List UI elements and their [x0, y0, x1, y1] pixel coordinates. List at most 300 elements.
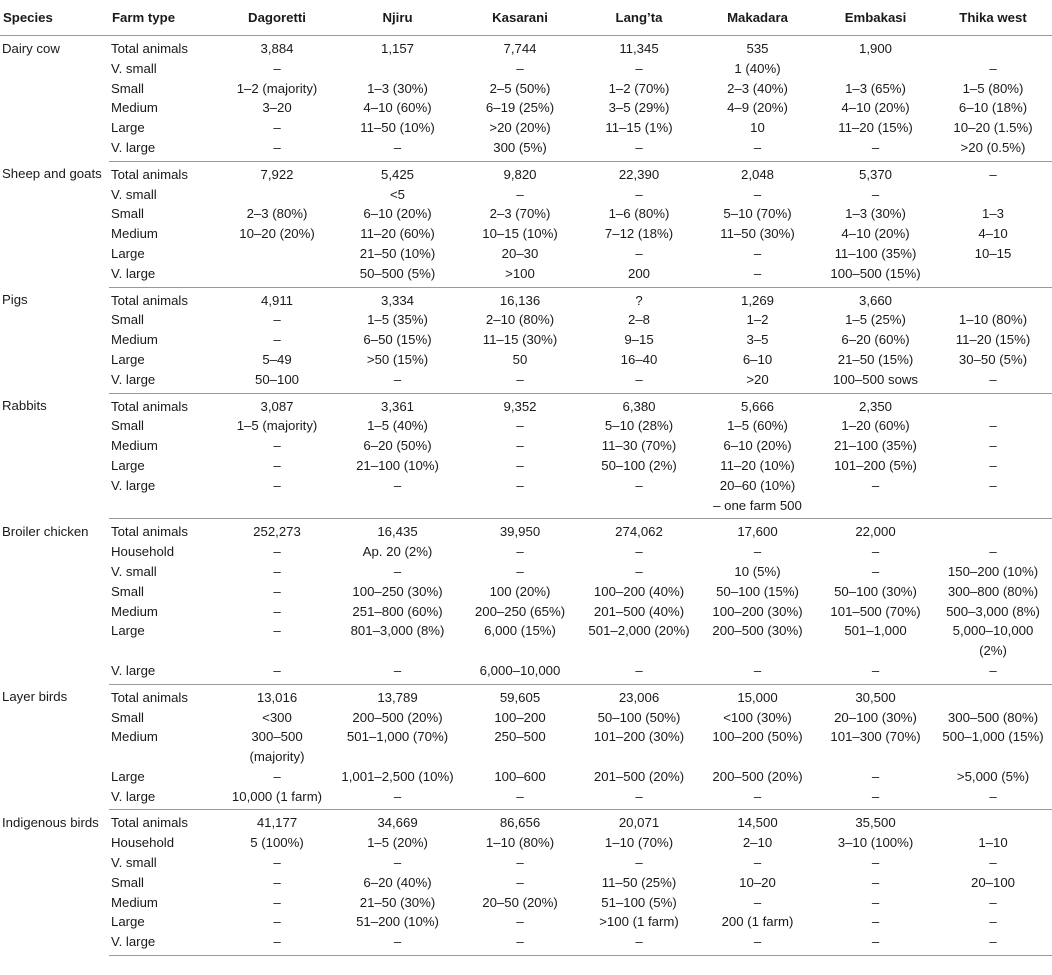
value-cell: 35,500: [855, 815, 896, 831]
farm-type-cell: Small: [111, 312, 144, 328]
table-row: [0, 519, 1052, 542]
value-cell: 11–30 (70%): [601, 438, 677, 454]
value-cell: –: [273, 60, 281, 76]
value-cell: –: [273, 120, 281, 136]
table-row: [0, 602, 1052, 622]
value-cell: 50–500 (5%): [335, 264, 460, 287]
value-cell: –: [698, 932, 817, 955]
value-cell: 50–100 (2%): [601, 457, 677, 473]
value-cell: –: [219, 138, 335, 161]
value-cell: 6,380: [622, 398, 656, 414]
value-cell: 21–50 (10%): [359, 245, 436, 261]
value-cell: 1–5 (60%): [727, 418, 788, 434]
table-row: [0, 98, 1052, 118]
value-cell: 13,789: [377, 689, 418, 705]
table-row: [0, 621, 1052, 661]
farm-type-cell: Small: [111, 874, 144, 890]
value-cell: –: [273, 623, 281, 639]
value-cell: 5,370: [858, 166, 892, 182]
table-row: [0, 476, 1052, 519]
value-cell: 1–2: [746, 312, 769, 328]
farm-type-cell: Large: [111, 245, 145, 261]
value-cell: –: [273, 914, 281, 930]
value-cell: 51–200 (10%): [356, 914, 439, 930]
value-cell: 1–3: [981, 206, 1004, 222]
value-cell: 274,062: [615, 524, 663, 540]
value-cell: –: [335, 370, 460, 393]
value-cell: [219, 185, 335, 205]
value-cell: 100–600: [494, 768, 546, 784]
value-cell: 22,000: [855, 524, 896, 540]
value-cell: 300–500 (80%): [947, 709, 1039, 725]
value-cell: 1–5 (25%): [845, 312, 906, 328]
value-cell: >20: [698, 370, 817, 393]
farm-type-cell: V. large: [109, 476, 219, 519]
value-cell: –: [516, 914, 524, 930]
table-row: [0, 204, 1052, 224]
value-cell: 17,600: [737, 524, 778, 540]
value-cell: 7,744: [503, 41, 537, 56]
value-cell: –: [335, 932, 460, 955]
farm-type-cell: V. large: [109, 661, 219, 684]
value-cell: 2–3 (40%): [727, 80, 788, 96]
value-cell: –: [989, 60, 997, 76]
value-cell: –: [934, 661, 1052, 684]
value-cell: –: [934, 787, 1052, 810]
farm-type-cell: Small: [111, 206, 144, 222]
value-cell: 501–1,000: [844, 623, 907, 639]
value-cell: 2,350: [858, 398, 892, 414]
value-cell: –: [871, 186, 880, 202]
species-cell: Dairy cow: [2, 41, 60, 56]
farm-type-cell: Total animals: [111, 166, 188, 182]
header-dagoretti: Dagoretti: [219, 0, 335, 36]
value-cell: –: [393, 563, 402, 579]
value-cell: –: [516, 563, 524, 579]
value-cell: –: [273, 438, 281, 454]
value-cell: –: [273, 544, 281, 560]
value-cell: 535: [746, 41, 769, 56]
value-cell: –: [273, 603, 281, 619]
value-cell: 1,900: [858, 41, 892, 56]
value-cell: –: [989, 457, 997, 473]
value-cell: 1–5 (80%): [962, 80, 1024, 96]
value-cell: 1,001–2,500 (10%): [341, 768, 454, 784]
table-row: [0, 853, 1052, 873]
value-cell: 30–50 (5%): [958, 351, 1028, 367]
value-cell: [934, 684, 1052, 707]
value-cell: 200 (1 farm): [721, 914, 794, 930]
value-cell: 200–250 (65%): [474, 603, 566, 619]
table-row: [0, 542, 1052, 562]
value-cell: [934, 185, 1052, 205]
species-cell: Broiler chicken: [2, 523, 89, 539]
value-cell: –: [335, 476, 460, 519]
value-cell: 20–30: [501, 245, 539, 261]
value-cell: 300 (5%): [460, 138, 580, 161]
value-cell: –: [273, 457, 281, 473]
table-row: [0, 767, 1052, 787]
value-cell: [934, 393, 1052, 416]
value-cell: –: [753, 245, 762, 261]
value-cell: –: [516, 418, 524, 434]
value-cell: –: [516, 60, 524, 76]
farm-type-cell: Large: [111, 120, 145, 136]
farm-type-cell: Large: [111, 914, 145, 930]
value-cell: 501–1,000 (70%): [346, 729, 449, 745]
value-cell: 100–200 (40%): [593, 583, 685, 599]
farm-type-cell: Total animals: [111, 524, 188, 540]
value-cell: –: [989, 166, 997, 182]
value-cell: –: [273, 332, 281, 348]
value-cell: 23,006: [618, 689, 660, 705]
table-row: [0, 416, 1052, 436]
value-cell: –: [273, 312, 281, 328]
value-cell: 6–19 (25%): [485, 100, 555, 116]
farm-type-cell: Medium: [111, 729, 158, 745]
value-cell: 9–15: [624, 332, 654, 348]
value-cell: 250–500: [494, 729, 546, 745]
farm-type-cell: Large: [111, 457, 145, 473]
table-row: [0, 264, 1052, 287]
value-cell: –: [635, 245, 643, 261]
farm-type-cell: Large: [111, 351, 145, 367]
value-cell: <5: [389, 186, 406, 202]
value-cell: [335, 59, 460, 79]
value-cell: 1–3 (30%): [367, 80, 428, 96]
header-embakasi: Embakasi: [817, 0, 934, 36]
value-cell: 6–20 (50%): [363, 438, 432, 454]
value-cell: 3,884: [260, 41, 294, 56]
value-cell: [219, 264, 335, 287]
farm-type-cell: Small: [111, 418, 144, 434]
farm-type-cell: V. large: [109, 370, 219, 393]
value-cell: 801–3,000 (8%): [350, 623, 445, 639]
farm-type-cell: V. small: [111, 855, 157, 871]
farm-type-cell: V. large: [109, 932, 219, 955]
value-cell: 4–10 (60%): [363, 100, 432, 116]
value-cell: 39,950: [499, 524, 541, 540]
value-cell: –: [698, 787, 817, 810]
value-cell: –: [753, 855, 762, 871]
value-cell: 2,048: [740, 166, 774, 182]
value-cell: –: [516, 186, 524, 202]
value-cell: –: [460, 932, 580, 955]
value-cell: >100 (1 farm): [599, 914, 679, 930]
value-cell: –: [219, 932, 335, 955]
value-cell: 1–10 (80%): [485, 835, 555, 851]
value-cell: –: [273, 768, 281, 784]
table-row: [0, 350, 1052, 370]
value-cell: >20 (20%): [489, 120, 551, 136]
value-cell: 3,361: [380, 398, 414, 414]
value-cell: 1–10 (80%): [958, 312, 1028, 328]
header-species: Species: [0, 0, 109, 36]
value-cell: [934, 264, 1052, 287]
value-cell: 3–5 (29%): [608, 100, 670, 116]
value-cell: 5–10 (70%): [723, 206, 792, 222]
value-cell: 251–800 (60%): [352, 603, 443, 619]
table-row: [0, 287, 1052, 310]
value-cell: –: [580, 787, 698, 810]
table-row: [0, 36, 1052, 59]
value-cell: 21–50 (15%): [837, 351, 914, 367]
value-cell: –: [871, 894, 880, 910]
value-cell: 15,000: [737, 689, 778, 705]
value-cell: –: [817, 932, 934, 955]
value-cell: 201–500 (20%): [593, 768, 685, 784]
value-cell: 500–1,000 (15%): [942, 729, 1044, 745]
value-cell: 50–100 (30%): [834, 583, 917, 599]
value-cell: 252,273: [253, 524, 301, 540]
value-cell: 10–20 (1.5%): [953, 120, 1033, 136]
value-cell: 10–20: [739, 874, 776, 890]
value-cell: 14,500: [737, 815, 778, 831]
value-cell: –: [516, 544, 524, 560]
value-cell: 5 (100%): [250, 835, 304, 851]
table-row: [0, 138, 1052, 161]
value-cell: –: [516, 438, 524, 454]
value-cell: 11–50 (10%): [360, 120, 435, 136]
value-cell: –: [580, 661, 698, 684]
value-cell: –: [871, 855, 880, 871]
value-cell: 7,922: [260, 166, 294, 182]
value-cell: 3–5: [746, 332, 769, 348]
table-row: [0, 224, 1052, 244]
value-cell: 22,390: [618, 166, 660, 182]
species-cell: Indigenous birds: [2, 814, 99, 830]
farm-type-cell: V. small: [111, 563, 157, 579]
farm-type-cell: Total animals: [111, 689, 188, 705]
value-cell: –: [516, 457, 524, 473]
value-cell: 20–100: [970, 874, 1015, 890]
value-cell: –: [219, 661, 335, 684]
value-cell: 50–100 (15%): [716, 583, 799, 599]
value-cell: 10 (5%): [734, 563, 781, 579]
value-cell: 200–500 (30%): [712, 623, 803, 639]
value-cell: 41,177: [256, 815, 298, 831]
value-cell: 10–15 (10%): [482, 226, 558, 242]
value-cell: –: [989, 418, 997, 434]
table-row: [0, 661, 1052, 684]
value-cell: –: [635, 60, 643, 76]
value-cell: 3,660: [858, 292, 892, 308]
table-row: [0, 932, 1052, 955]
value-cell: –: [273, 874, 281, 890]
value-cell: –: [989, 544, 997, 560]
value-cell: –: [871, 874, 880, 890]
value-cell: 3–10 (100%): [837, 835, 914, 851]
farm-type-cell: Large: [111, 768, 145, 784]
value-cell: 11–15 (30%): [482, 332, 558, 348]
value-cell: [219, 244, 335, 264]
value-cell: 1 (40%): [734, 60, 781, 76]
value-cell: 1–6 (80%): [608, 206, 670, 222]
farm-type-cell: Small: [111, 709, 144, 725]
value-cell: –: [934, 932, 1052, 955]
farm-type-cell: V. large: [109, 264, 219, 287]
value-cell: 100–500 sows: [817, 370, 934, 393]
value-cell: –: [871, 544, 880, 560]
value-cell: 1–5 (majority): [236, 418, 318, 434]
table-row: [0, 727, 1052, 767]
value-cell: 10,000 (1 farm): [219, 787, 335, 810]
value-cell: 21–100 (10%): [356, 457, 439, 473]
value-cell: 501–2,000 (20%): [588, 623, 690, 639]
farm-type-cell: Total animals: [111, 292, 188, 308]
value-cell: 200–500 (20%): [712, 768, 803, 784]
value-cell: –: [635, 544, 643, 560]
table-row: [0, 912, 1052, 932]
value-cell: –: [635, 186, 643, 202]
value-cell: 34,669: [377, 815, 418, 831]
value-cell: 20–100 (30%): [834, 709, 917, 725]
value-cell: 13,016: [256, 689, 298, 705]
value-cell: 50–100 (50%): [597, 709, 681, 725]
value-cell: –: [273, 583, 281, 599]
farm-type-cell: Medium: [111, 226, 158, 242]
value-cell: 10–15: [974, 245, 1012, 261]
value-cell: <300: [262, 709, 292, 725]
table-row: [0, 708, 1052, 728]
table-row: [0, 185, 1052, 205]
value-cell: 86,656: [499, 815, 541, 831]
value-cell: 1–10: [978, 835, 1008, 851]
value-cell: 2–3 (80%): [246, 206, 308, 222]
value-cell: –: [817, 787, 934, 810]
value-cell: –: [817, 661, 934, 684]
table-row: [0, 873, 1052, 893]
value-cell: [934, 36, 1052, 59]
value-cell: 200: [580, 264, 698, 287]
value-cell: –: [817, 476, 934, 519]
header-row: [0, 0, 1052, 36]
value-cell: –: [580, 932, 698, 955]
value-cell: 300–500 (majority): [249, 729, 305, 765]
value-cell: 300–800 (80%): [947, 583, 1039, 599]
value-cell: –: [273, 563, 281, 579]
value-cell: –: [698, 138, 817, 161]
value-cell: 101–300 (70%): [830, 729, 921, 745]
value-cell: 30,500: [855, 689, 896, 705]
value-cell: 200–500 (20%): [352, 709, 443, 725]
value-cell: –: [934, 476, 1052, 519]
table-row: [0, 893, 1052, 913]
value-cell: 2–3 (70%): [489, 206, 551, 222]
value-cell: 100–500 (15%): [817, 264, 934, 287]
value-cell: 6–50 (15%): [363, 332, 432, 348]
value-cell: –: [635, 855, 643, 871]
value-cell: 100–250 (30%): [352, 583, 443, 599]
value-cell: 6,000–10,000: [460, 661, 580, 684]
farm-type-cell: V. small: [111, 60, 157, 76]
value-cell: 6–20 (40%): [363, 874, 432, 890]
value-cell: 1–3 (65%): [845, 80, 906, 96]
value-cell: 11–20 (15%): [955, 332, 1031, 348]
value-cell: 11–50 (30%): [720, 226, 795, 242]
table-row: [0, 161, 1052, 184]
value-cell: 6–20 (60%): [841, 332, 910, 348]
header-thika-west: Thika west: [934, 0, 1052, 36]
value-cell: 11–15 (1%): [605, 120, 673, 136]
value-cell: –: [273, 855, 281, 871]
table-body: [0, 36, 1052, 956]
value-cell: 5,666: [740, 398, 774, 414]
value-cell: –: [273, 894, 281, 910]
farm-type-cell: Small: [111, 80, 144, 96]
value-cell: –: [580, 476, 698, 519]
table-row: [0, 787, 1052, 810]
value-cell: 20–60 (10%) – one farm 500: [698, 476, 817, 519]
value-cell: 16,435: [377, 524, 418, 540]
value-cell: 50: [512, 351, 528, 367]
value-cell: –: [753, 894, 762, 910]
farm-type-cell: V. large: [109, 787, 219, 810]
value-cell: –: [698, 661, 817, 684]
value-cell: 6–10 (20%): [723, 438, 792, 454]
table-row: [0, 330, 1052, 350]
value-cell: >5,000 (5%): [956, 768, 1030, 784]
value-cell: >100: [460, 264, 580, 287]
value-cell: >20 (0.5%): [934, 138, 1052, 161]
value-cell: 1–2 (majority): [236, 80, 318, 96]
value-cell: 150–200 (10%): [947, 563, 1039, 579]
value-cell: 101–500 (70%): [830, 603, 921, 619]
header-langata: Lang’ta: [580, 0, 698, 36]
value-cell: 2–5 (50%): [489, 80, 551, 96]
value-cell: 6,000 (15%): [484, 623, 556, 639]
value-cell: 5,425: [380, 166, 414, 182]
farm-type-cell: V. large: [109, 138, 219, 161]
table-row: [0, 562, 1052, 582]
value-cell: 21–100 (35%): [834, 438, 917, 454]
value-cell: 3,087: [260, 398, 294, 414]
value-cell: –: [335, 661, 460, 684]
value-cell: 1–5 (20%): [367, 835, 428, 851]
farm-type-cell: Large: [111, 623, 145, 639]
table-row: [0, 456, 1052, 476]
value-cell: 11–20 (15%): [838, 120, 913, 136]
value-cell: 4–10: [978, 226, 1008, 242]
value-cell: 1–2 (70%): [608, 80, 670, 96]
value-cell: –: [580, 370, 698, 393]
farm-type-cell: Medium: [111, 332, 158, 348]
table-row: [0, 59, 1052, 79]
value-cell: 59,605: [499, 689, 541, 705]
farm-type-cell: Total animals: [111, 398, 188, 414]
value-cell: [934, 519, 1052, 542]
value-cell: 50–100: [219, 370, 335, 393]
value-cell: –: [753, 186, 762, 202]
header-makadara: Makadara: [698, 0, 817, 36]
value-cell: –: [989, 894, 997, 910]
value-cell: 5–49: [262, 351, 292, 367]
value-cell: 101–200 (5%): [834, 457, 917, 473]
value-cell: –: [989, 914, 997, 930]
farm-type-cell: Household: [111, 835, 175, 851]
value-cell: 5–10 (28%): [604, 418, 674, 434]
species-cell: Rabbits: [2, 398, 47, 414]
species-cell: Sheep and goats: [2, 166, 102, 182]
value-cell: –: [516, 855, 524, 871]
farm-type-cell: V. small: [111, 186, 157, 202]
value-cell: 1–10 (70%): [604, 835, 674, 851]
value-cell: –: [817, 138, 934, 161]
value-cell: 4–10 (20%): [841, 226, 910, 242]
value-cell: –: [871, 563, 880, 579]
value-cell: –: [335, 787, 460, 810]
farm-type-cell: Medium: [111, 603, 158, 619]
